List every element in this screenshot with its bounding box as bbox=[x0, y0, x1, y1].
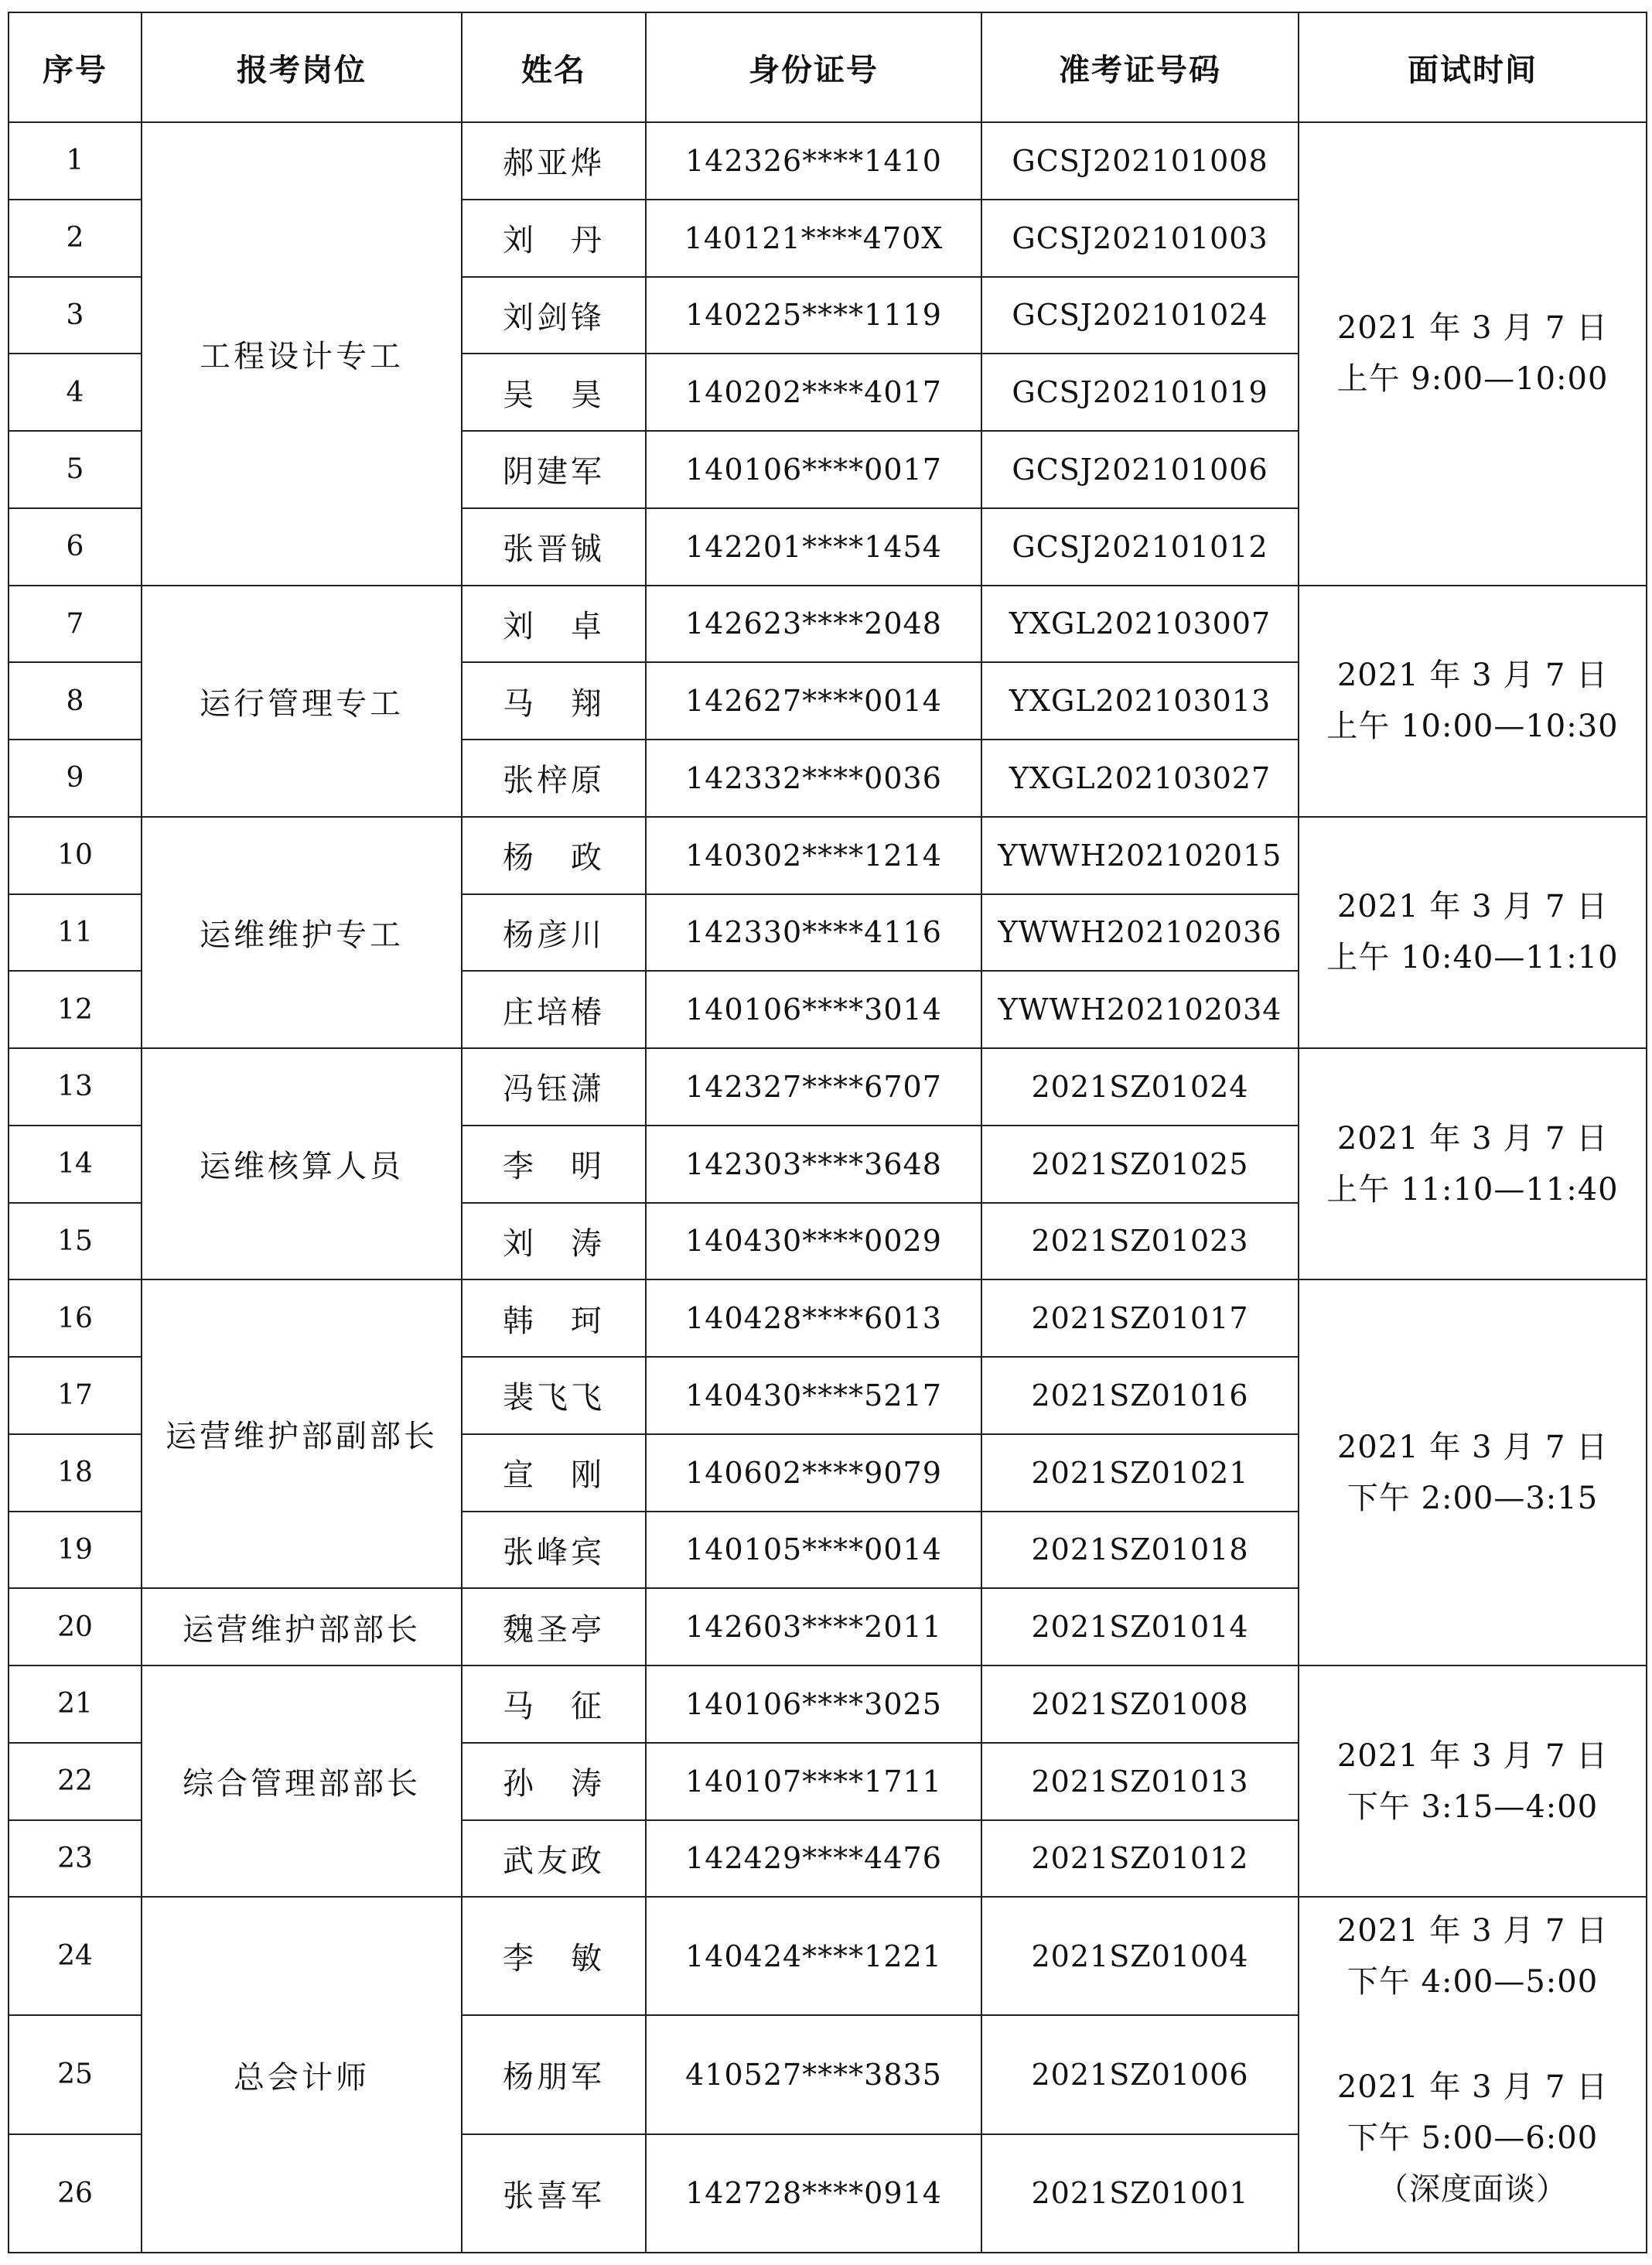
id-number: 142603****2011 bbox=[646, 1588, 981, 1665]
interview-date: 2021 年 3 月 7 日 bbox=[1336, 2069, 1609, 2106]
post-cell: 总会计师 bbox=[142, 1897, 462, 2253]
row-number: 25 bbox=[9, 2015, 142, 2133]
ticket-number: 2021SZ01001 bbox=[981, 2134, 1299, 2253]
id-number: 140225****1119 bbox=[646, 277, 981, 354]
candidate-name: 裴飞飞 bbox=[462, 1357, 646, 1434]
interview-time-cell bbox=[1299, 1279, 1647, 1665]
table-row bbox=[9, 817, 1647, 894]
interview-date: 2021 年 3 月 7 日 bbox=[1336, 889, 1609, 925]
table-row bbox=[9, 1048, 1647, 1126]
row-number: 13 bbox=[9, 1048, 142, 1126]
candidate-name: 魏圣亭 bbox=[462, 1588, 646, 1665]
interview-slot: 上午 10:00—10:30 bbox=[1326, 709, 1619, 745]
post-cell: 运营维护部副部长 bbox=[142, 1279, 462, 1588]
id-number: 140302****1214 bbox=[646, 817, 981, 894]
interview-slot: 上午 9:00—10:00 bbox=[1336, 361, 1609, 398]
row-number: 19 bbox=[9, 1512, 142, 1589]
row-number: 7 bbox=[9, 586, 142, 663]
candidate-name: 吴 昊 bbox=[462, 354, 646, 431]
interview-slot: 上午 10:40—11:10 bbox=[1326, 940, 1619, 976]
id-number: 140430****0029 bbox=[646, 1203, 981, 1280]
header-post: 报考岗位 bbox=[142, 12, 462, 122]
interview-slot: 下午 5:00—6:00 bbox=[1347, 2120, 1599, 2157]
post-cell: 综合管理部部长 bbox=[142, 1665, 462, 1897]
row-number: 26 bbox=[9, 2134, 142, 2253]
interview-slot: 下午 4:00—5:00 bbox=[1347, 1964, 1599, 2000]
candidate-name: 张峰宾 bbox=[462, 1512, 646, 1589]
table-row bbox=[9, 1665, 1647, 1743]
id-number: 142303****3648 bbox=[646, 1126, 981, 1203]
interview-slot: 下午 3:15—4:00 bbox=[1347, 1788, 1599, 1825]
interview-slot: 上午 11:10—11:40 bbox=[1326, 1171, 1619, 1208]
post-cell: 运维维护专工 bbox=[142, 817, 462, 1048]
table-row bbox=[9, 122, 1647, 200]
ticket-number: 2021SZ01023 bbox=[981, 1203, 1299, 1280]
candidate-name: 刘 涛 bbox=[462, 1203, 646, 1280]
id-number: 140106****0017 bbox=[646, 431, 981, 508]
ticket-number: YWWH202102034 bbox=[981, 971, 1299, 1048]
id-number: 140105****0014 bbox=[646, 1512, 981, 1589]
ticket-number: YWWH202102015 bbox=[981, 817, 1299, 894]
row-number: 3 bbox=[9, 277, 142, 354]
candidate-name: 张梓原 bbox=[462, 740, 646, 817]
interview-date: 2021 年 3 月 7 日 bbox=[1336, 310, 1609, 347]
candidate-name: 刘 卓 bbox=[462, 586, 646, 663]
ticket-number: 2021SZ01025 bbox=[981, 1126, 1299, 1203]
interview-time-cell bbox=[1299, 122, 1647, 586]
ticket-number: GCSJ202101024 bbox=[981, 277, 1299, 354]
candidate-name: 杨朋军 bbox=[462, 2015, 646, 2133]
candidate-name: 张喜军 bbox=[462, 2134, 646, 2253]
row-number: 2 bbox=[9, 200, 142, 277]
row-number: 9 bbox=[9, 740, 142, 817]
post-cell: 运营维护部部长 bbox=[142, 1588, 462, 1665]
table-row bbox=[9, 1279, 1647, 1357]
ticket-number: YXGL202103027 bbox=[981, 740, 1299, 817]
id-number: 142429****4476 bbox=[646, 1820, 981, 1898]
candidate-name: 刘剑锋 bbox=[462, 277, 646, 354]
id-number: 140107****1711 bbox=[646, 1743, 981, 1820]
id-number: 140106****3025 bbox=[646, 1665, 981, 1743]
post-cell: 工程设计专工 bbox=[142, 122, 462, 586]
candidate-name: 马 翔 bbox=[462, 662, 646, 740]
ticket-number: YXGL202103007 bbox=[981, 586, 1299, 663]
header-no: 序号 bbox=[9, 12, 142, 122]
interview-note: （深度面谈） bbox=[1377, 2171, 1568, 2208]
table-row bbox=[9, 586, 1647, 663]
id-number: 140121****470X bbox=[646, 200, 981, 277]
candidate-name: 阴建军 bbox=[462, 431, 646, 508]
id-number: 140602****9079 bbox=[646, 1434, 981, 1512]
ticket-number: 2021SZ01018 bbox=[981, 1512, 1299, 1589]
row-number: 21 bbox=[9, 1665, 142, 1743]
ticket-number: 2021SZ01004 bbox=[981, 1897, 1299, 2015]
row-number: 6 bbox=[9, 508, 142, 586]
ticket-number: GCSJ202101003 bbox=[981, 200, 1299, 277]
candidate-name: 李 明 bbox=[462, 1126, 646, 1203]
row-number: 4 bbox=[9, 354, 142, 431]
ticket-number: GCSJ202101012 bbox=[981, 508, 1299, 586]
header-id: 身份证号 bbox=[646, 12, 981, 122]
candidate-name: 孙 涛 bbox=[462, 1743, 646, 1820]
ticket-number: 2021SZ01016 bbox=[981, 1357, 1299, 1434]
candidate-name: 韩 珂 bbox=[462, 1279, 646, 1357]
row-number: 18 bbox=[9, 1434, 142, 1512]
candidate-name: 马 征 bbox=[462, 1665, 646, 1743]
ticket-number: 2021SZ01024 bbox=[981, 1048, 1299, 1126]
interview-date: 2021 年 3 月 7 日 bbox=[1336, 1737, 1609, 1774]
candidate-name: 郝亚烨 bbox=[462, 122, 646, 200]
row-number: 15 bbox=[9, 1203, 142, 1280]
id-number: 140424****1221 bbox=[646, 1897, 981, 2015]
ticket-number: GCSJ202101019 bbox=[981, 354, 1299, 431]
ticket-number: 2021SZ01013 bbox=[981, 1743, 1299, 1820]
post-cell: 运行管理专工 bbox=[142, 586, 462, 817]
header-ticket: 准考证号码 bbox=[981, 12, 1299, 122]
ticket-number: 2021SZ01008 bbox=[981, 1665, 1299, 1743]
header-row bbox=[9, 12, 1647, 122]
row-number: 11 bbox=[9, 894, 142, 972]
row-number: 23 bbox=[9, 1820, 142, 1898]
candidate-name: 武友政 bbox=[462, 1820, 646, 1898]
id-number: 142327****6707 bbox=[646, 1048, 981, 1126]
id-number: 142201****1454 bbox=[646, 508, 981, 586]
row-number: 12 bbox=[9, 971, 142, 1048]
candidate-name: 杨彦川 bbox=[462, 894, 646, 972]
interview-date: 2021 年 3 月 7 日 bbox=[1336, 658, 1609, 694]
id-number: 142728****0914 bbox=[646, 2134, 981, 2253]
candidate-name: 刘 丹 bbox=[462, 200, 646, 277]
row-number: 22 bbox=[9, 1743, 142, 1820]
id-number: 142627****0014 bbox=[646, 662, 981, 740]
row-number: 17 bbox=[9, 1357, 142, 1434]
interview-time-cell bbox=[1299, 1897, 1647, 2015]
post-cell: 运维核算人员 bbox=[142, 1048, 462, 1279]
ticket-number: 2021SZ01006 bbox=[981, 2015, 1299, 2133]
interview-time-cell bbox=[1299, 2015, 1647, 2253]
ticket-number: GCSJ202101006 bbox=[981, 431, 1299, 508]
id-number: 142326****1410 bbox=[646, 122, 981, 200]
interview-date: 2021 年 3 月 7 日 bbox=[1336, 1913, 1609, 1949]
row-number: 5 bbox=[9, 431, 142, 508]
id-number: 140428****6013 bbox=[646, 1279, 981, 1357]
header-name: 姓名 bbox=[462, 12, 646, 122]
ticket-number: 2021SZ01021 bbox=[981, 1434, 1299, 1512]
interview-time-cell bbox=[1299, 586, 1647, 817]
candidate-name: 李 敏 bbox=[462, 1897, 646, 2015]
id-number: 410527****3835 bbox=[646, 2015, 981, 2133]
interview-time-cell bbox=[1299, 817, 1647, 1048]
ticket-number: 2021SZ01014 bbox=[981, 1588, 1299, 1665]
id-number: 142330****4116 bbox=[646, 894, 981, 972]
row-number: 16 bbox=[9, 1279, 142, 1357]
id-number: 142332****0036 bbox=[646, 740, 981, 817]
id-number: 142623****2048 bbox=[646, 586, 981, 663]
ticket-number: YXGL202103013 bbox=[981, 662, 1299, 740]
ticket-number: 2021SZ01012 bbox=[981, 1820, 1299, 1898]
interview-date: 2021 年 3 月 7 日 bbox=[1336, 1120, 1609, 1156]
interview-time-cell bbox=[1299, 1048, 1647, 1279]
candidate-name: 宣 刚 bbox=[462, 1434, 646, 1512]
interview-date: 2021 年 3 月 7 日 bbox=[1336, 1429, 1609, 1465]
candidate-name: 杨 政 bbox=[462, 817, 646, 894]
header-time: 面试时间 bbox=[1299, 12, 1647, 122]
candidate-name: 冯钰潇 bbox=[462, 1048, 646, 1126]
row-number: 8 bbox=[9, 662, 142, 740]
row-number: 20 bbox=[9, 1588, 142, 1665]
row-number: 10 bbox=[9, 817, 142, 894]
id-number: 140430****5217 bbox=[646, 1357, 981, 1434]
row-number: 24 bbox=[9, 1897, 142, 2015]
table-row bbox=[9, 1897, 1647, 2015]
candidate-name: 张晋铖 bbox=[462, 508, 646, 586]
interview-time-cell bbox=[1299, 1665, 1647, 1897]
ticket-number: YWWH202102036 bbox=[981, 894, 1299, 972]
candidate-name: 庄培椿 bbox=[462, 971, 646, 1048]
interview-schedule-table bbox=[8, 12, 1647, 2253]
ticket-number: GCSJ202101008 bbox=[981, 122, 1299, 200]
interview-slot: 下午 2:00—3:15 bbox=[1347, 1480, 1599, 1516]
id-number: 140106****3014 bbox=[646, 971, 981, 1048]
row-number: 14 bbox=[9, 1126, 142, 1203]
row-number: 1 bbox=[9, 122, 142, 200]
id-number: 140202****4017 bbox=[646, 354, 981, 431]
ticket-number: 2021SZ01017 bbox=[981, 1279, 1299, 1357]
